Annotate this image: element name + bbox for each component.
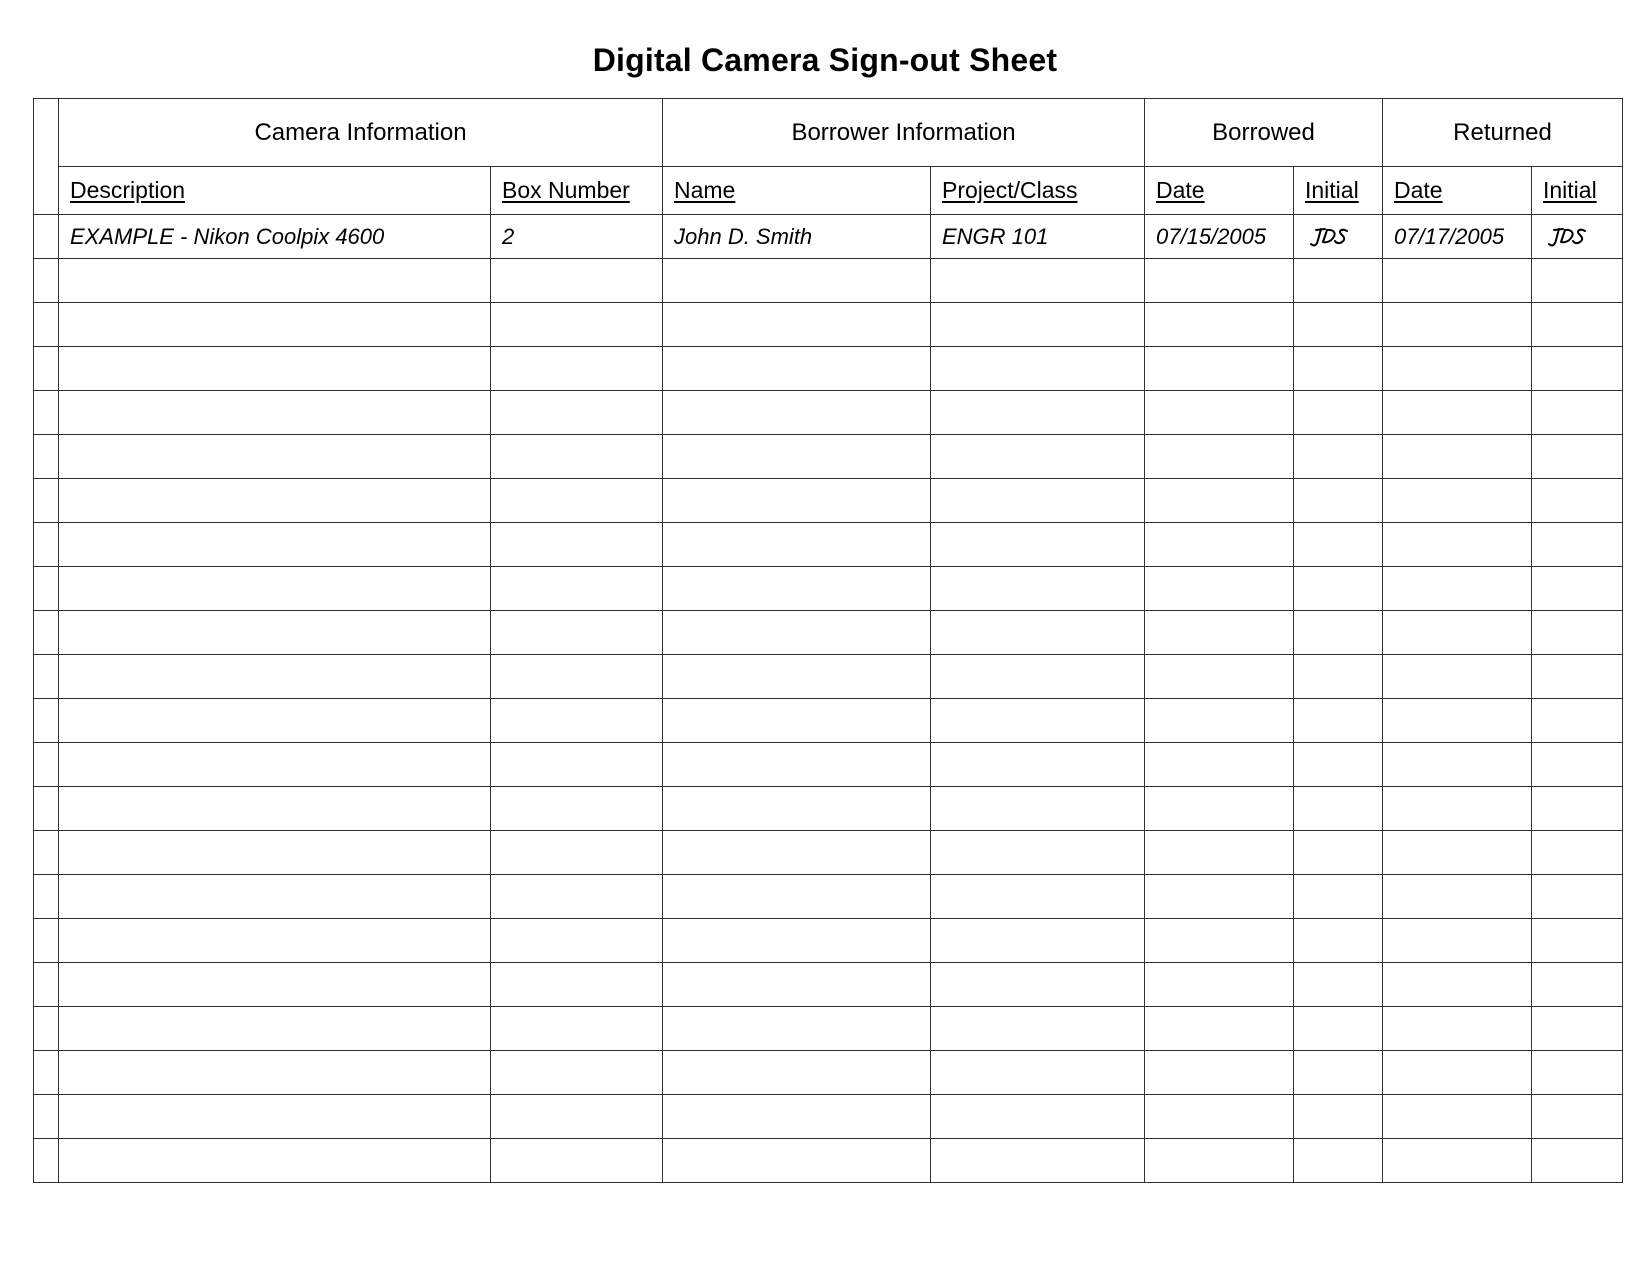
project-class-cell — [931, 831, 1145, 875]
blank-row — [34, 1007, 1623, 1051]
borrowed-date-cell — [1145, 1007, 1294, 1051]
project-class-cell — [931, 787, 1145, 831]
borrowed-date-cell — [1145, 391, 1294, 435]
box-number-cell — [491, 567, 663, 611]
column-returned-initial: Initial — [1532, 167, 1623, 215]
box-number-cell — [491, 831, 663, 875]
project-class-cell — [931, 1051, 1145, 1095]
returned-initial-cell — [1532, 1051, 1623, 1095]
row-margin-cell — [34, 1007, 59, 1051]
returned-date-cell — [1383, 347, 1532, 391]
group-borrower-information: Borrower Information — [663, 99, 1145, 167]
borrowed-date-cell — [1145, 1139, 1294, 1183]
box-number-cell — [491, 787, 663, 831]
description-cell — [59, 699, 491, 743]
returned-initial-cell — [1532, 1095, 1623, 1139]
box-number-cell — [491, 347, 663, 391]
row-margin-cell — [34, 215, 59, 259]
row-margin-cell — [34, 743, 59, 787]
returned-date-cell — [1383, 919, 1532, 963]
box-number-cell — [491, 655, 663, 699]
example-borrowed-date: 07/15/2005 — [1145, 215, 1294, 259]
name-cell — [663, 611, 931, 655]
name-cell — [663, 963, 931, 1007]
returned-initial-cell — [1532, 1007, 1623, 1051]
project-class-cell — [931, 479, 1145, 523]
returned-date-cell — [1383, 655, 1532, 699]
returned-initial-cell — [1532, 435, 1623, 479]
row-margin-cell — [34, 963, 59, 1007]
row-margin-cell — [34, 391, 59, 435]
group-camera-information: Camera Information — [59, 99, 663, 167]
box-number-cell — [491, 1007, 663, 1051]
blank-row — [34, 611, 1623, 655]
borrowed-date-cell — [1145, 787, 1294, 831]
row-margin-cell — [34, 303, 59, 347]
borrowed-initial-cell — [1294, 611, 1383, 655]
blank-row — [34, 567, 1623, 611]
project-class-cell — [931, 523, 1145, 567]
description-cell — [59, 655, 491, 699]
row-margin-cell — [34, 1051, 59, 1095]
borrowed-initial-cell — [1294, 1139, 1383, 1183]
borrowed-initial-cell — [1294, 831, 1383, 875]
name-cell — [663, 699, 931, 743]
project-class-cell — [931, 1139, 1145, 1183]
borrowed-date-cell — [1145, 963, 1294, 1007]
row-margin-cell — [34, 655, 59, 699]
returned-date-cell — [1383, 787, 1532, 831]
borrowed-date-cell — [1145, 1095, 1294, 1139]
column-description: Description — [59, 167, 491, 215]
row-margin-cell — [34, 1095, 59, 1139]
returned-date-cell — [1383, 1051, 1532, 1095]
project-class-cell — [931, 1095, 1145, 1139]
borrowed-initial-cell — [1294, 259, 1383, 303]
signout-body — [34, 215, 1623, 1183]
name-cell — [663, 479, 931, 523]
blank-row — [34, 523, 1623, 567]
box-number-cell — [491, 699, 663, 743]
row-margin-cell — [34, 259, 59, 303]
project-class-cell — [931, 347, 1145, 391]
returned-date-cell — [1383, 567, 1532, 611]
description-cell — [59, 391, 491, 435]
description-cell — [59, 875, 491, 919]
returned-date-cell — [1383, 391, 1532, 435]
description-cell — [59, 787, 491, 831]
description-cell — [59, 479, 491, 523]
returned-initial-cell — [1532, 259, 1623, 303]
name-cell — [663, 831, 931, 875]
group-returned: Returned — [1383, 99, 1623, 167]
box-number-cell — [491, 611, 663, 655]
blank-row — [34, 919, 1623, 963]
box-number-cell — [491, 303, 663, 347]
returned-date-cell — [1383, 259, 1532, 303]
borrowed-date-cell — [1145, 831, 1294, 875]
row-margin-cell — [34, 787, 59, 831]
row-margin-cell — [34, 1139, 59, 1183]
returned-initial-cell — [1532, 831, 1623, 875]
column-name: Name — [663, 167, 931, 215]
borrowed-date-cell — [1145, 875, 1294, 919]
example-box-number: 2 — [491, 215, 663, 259]
returned-date-cell — [1383, 699, 1532, 743]
returned-initial-cell — [1532, 699, 1623, 743]
borrowed-date-cell — [1145, 699, 1294, 743]
borrowed-initial-cell — [1294, 567, 1383, 611]
name-cell — [663, 259, 931, 303]
blank-row — [34, 875, 1623, 919]
borrowed-date-cell — [1145, 919, 1294, 963]
blank-row — [34, 303, 1623, 347]
returned-initial-cell — [1532, 303, 1623, 347]
description-cell — [59, 1139, 491, 1183]
borrowed-initial-cell — [1294, 435, 1383, 479]
borrowed-date-cell — [1145, 655, 1294, 699]
blank-row — [34, 1139, 1623, 1183]
name-cell — [663, 1051, 931, 1095]
returned-date-cell — [1383, 611, 1532, 655]
group-borrowed: Borrowed — [1145, 99, 1383, 167]
page-title: Digital Camera Sign-out Sheet — [592, 42, 1058, 78]
name-cell — [663, 435, 931, 479]
description-cell — [59, 567, 491, 611]
row-margin-cell — [34, 875, 59, 919]
name-cell — [663, 303, 931, 347]
description-cell — [59, 303, 491, 347]
blank-row — [34, 963, 1623, 1007]
name-cell — [663, 919, 931, 963]
blank-row — [34, 347, 1623, 391]
description-cell — [59, 1007, 491, 1051]
name-cell — [663, 787, 931, 831]
borrowed-date-cell — [1145, 611, 1294, 655]
borrowed-date-cell — [1145, 259, 1294, 303]
returned-date-cell — [1383, 743, 1532, 787]
returned-initial-cell — [1532, 391, 1623, 435]
column-borrowed-date: Date — [1145, 167, 1294, 215]
description-cell — [59, 347, 491, 391]
example-returned-date: 07/17/2005 — [1383, 215, 1532, 259]
returned-date-cell — [1383, 875, 1532, 919]
project-class-cell — [931, 259, 1145, 303]
row-margin-cell — [34, 699, 59, 743]
project-class-cell — [931, 875, 1145, 919]
description-cell — [59, 259, 491, 303]
description-cell — [59, 743, 491, 787]
borrowed-initial-cell — [1294, 303, 1383, 347]
name-cell — [663, 1139, 931, 1183]
column-returned-date: Date — [1383, 167, 1532, 215]
description-cell — [59, 1095, 491, 1139]
returned-date-cell — [1383, 831, 1532, 875]
description-cell — [59, 523, 491, 567]
borrowed-initial-cell — [1294, 1007, 1383, 1051]
box-number-cell — [491, 1095, 663, 1139]
returned-initial-cell — [1532, 567, 1623, 611]
returned-initial-cell — [1532, 963, 1623, 1007]
row-margin-cell — [34, 347, 59, 391]
borrowed-initial-cell — [1294, 347, 1383, 391]
box-number-cell — [491, 1139, 663, 1183]
returned-initial-cell — [1532, 611, 1623, 655]
name-cell — [663, 523, 931, 567]
borrowed-initial-cell — [1294, 391, 1383, 435]
borrowed-date-cell — [1145, 435, 1294, 479]
name-cell — [663, 391, 931, 435]
row-margin-cell — [34, 919, 59, 963]
borrowed-initial-cell — [1294, 787, 1383, 831]
borrowed-initial-cell — [1294, 875, 1383, 919]
borrowed-initial-cell — [1294, 479, 1383, 523]
blank-row — [34, 479, 1623, 523]
returned-date-cell — [1383, 523, 1532, 567]
borrowed-initial-cell — [1294, 655, 1383, 699]
returned-date-cell — [1383, 1095, 1532, 1139]
borrowed-date-cell — [1145, 303, 1294, 347]
box-number-cell — [491, 875, 663, 919]
column-box-number: Box Number — [491, 167, 663, 215]
borrowed-initial-cell — [1294, 699, 1383, 743]
column-borrowed-initial: Initial — [1294, 167, 1383, 215]
name-cell — [663, 743, 931, 787]
row-margin-cell — [34, 479, 59, 523]
project-class-cell — [931, 435, 1145, 479]
project-class-cell — [931, 303, 1145, 347]
returned-initial-cell — [1532, 347, 1623, 391]
borrowed-date-cell — [1145, 1051, 1294, 1095]
borrowed-initial-cell — [1294, 523, 1383, 567]
blank-row — [34, 699, 1623, 743]
blank-row — [34, 655, 1623, 699]
returned-initial-cell — [1532, 743, 1623, 787]
returned-initial-cell — [1532, 523, 1623, 567]
box-number-cell — [491, 435, 663, 479]
row-margin-header — [34, 99, 59, 215]
example-row — [34, 215, 1623, 259]
project-class-cell — [931, 919, 1145, 963]
signout-table — [33, 98, 1623, 1183]
borrowed-date-cell — [1145, 479, 1294, 523]
row-margin-cell — [34, 567, 59, 611]
returned-initial-cell — [1532, 875, 1623, 919]
column-project-class: Project/Class — [931, 167, 1145, 215]
name-cell — [663, 875, 931, 919]
blank-row — [34, 787, 1623, 831]
row-margin-cell — [34, 435, 59, 479]
project-class-cell — [931, 655, 1145, 699]
blank-row — [34, 435, 1623, 479]
project-class-cell — [931, 391, 1145, 435]
project-class-cell — [931, 963, 1145, 1007]
box-number-cell — [491, 391, 663, 435]
example-returned-initial — [1532, 215, 1623, 259]
returned-date-cell — [1383, 963, 1532, 1007]
blank-row — [34, 1051, 1623, 1095]
borrowed-initial-cell — [1294, 1051, 1383, 1095]
blank-row — [34, 831, 1623, 875]
project-class-cell — [931, 699, 1145, 743]
box-number-cell — [491, 523, 663, 567]
returned-initial-cell — [1532, 787, 1623, 831]
column-header-row — [34, 167, 1623, 215]
box-number-cell — [491, 479, 663, 523]
returned-date-cell — [1383, 479, 1532, 523]
blank-row — [34, 391, 1623, 435]
blank-row — [34, 259, 1623, 303]
returned-initial-cell — [1532, 479, 1623, 523]
returned-initial-cell — [1532, 655, 1623, 699]
name-cell — [663, 567, 931, 611]
project-class-cell — [931, 567, 1145, 611]
row-margin-cell — [34, 831, 59, 875]
box-number-cell — [491, 259, 663, 303]
name-cell — [663, 1007, 931, 1051]
description-cell — [59, 831, 491, 875]
borrowed-initial-cell — [1294, 743, 1383, 787]
description-cell — [59, 1051, 491, 1095]
project-class-cell — [931, 611, 1145, 655]
returned-date-cell — [1383, 435, 1532, 479]
box-number-cell — [491, 963, 663, 1007]
blank-row — [34, 743, 1623, 787]
example-project-class: ENGR 101 — [931, 215, 1145, 259]
project-class-cell — [931, 743, 1145, 787]
example-borrowed-initial — [1294, 215, 1383, 259]
borrowed-date-cell — [1145, 347, 1294, 391]
returned-initial-cell — [1532, 1139, 1623, 1183]
borrowed-date-cell — [1145, 523, 1294, 567]
borrowed-initial-cell — [1294, 1095, 1383, 1139]
handwritten-initials-returned — [1543, 224, 1591, 250]
description-cell — [59, 963, 491, 1007]
borrowed-initial-cell — [1294, 919, 1383, 963]
box-number-cell — [491, 919, 663, 963]
returned-date-cell — [1383, 1007, 1532, 1051]
description-cell — [59, 919, 491, 963]
box-number-cell — [491, 743, 663, 787]
returned-date-cell — [1383, 303, 1532, 347]
row-margin-cell — [34, 523, 59, 567]
description-cell — [59, 611, 491, 655]
row-margin-cell — [34, 611, 59, 655]
name-cell — [663, 347, 931, 391]
handwritten-initials-borrowed — [1305, 224, 1353, 250]
example-description: EXAMPLE - Nikon Coolpix 4600 — [59, 215, 491, 259]
blank-row — [34, 1095, 1623, 1139]
box-number-cell — [491, 1051, 663, 1095]
returned-date-cell — [1383, 1139, 1532, 1183]
group-header-row — [34, 99, 1623, 167]
returned-initial-cell — [1532, 919, 1623, 963]
name-cell — [663, 655, 931, 699]
borrowed-initial-cell — [1294, 963, 1383, 1007]
borrowed-date-cell — [1145, 567, 1294, 611]
name-cell — [663, 1095, 931, 1139]
description-cell — [59, 435, 491, 479]
borrowed-date-cell — [1145, 743, 1294, 787]
example-name: John D. Smith — [663, 215, 931, 259]
project-class-cell — [931, 1007, 1145, 1051]
